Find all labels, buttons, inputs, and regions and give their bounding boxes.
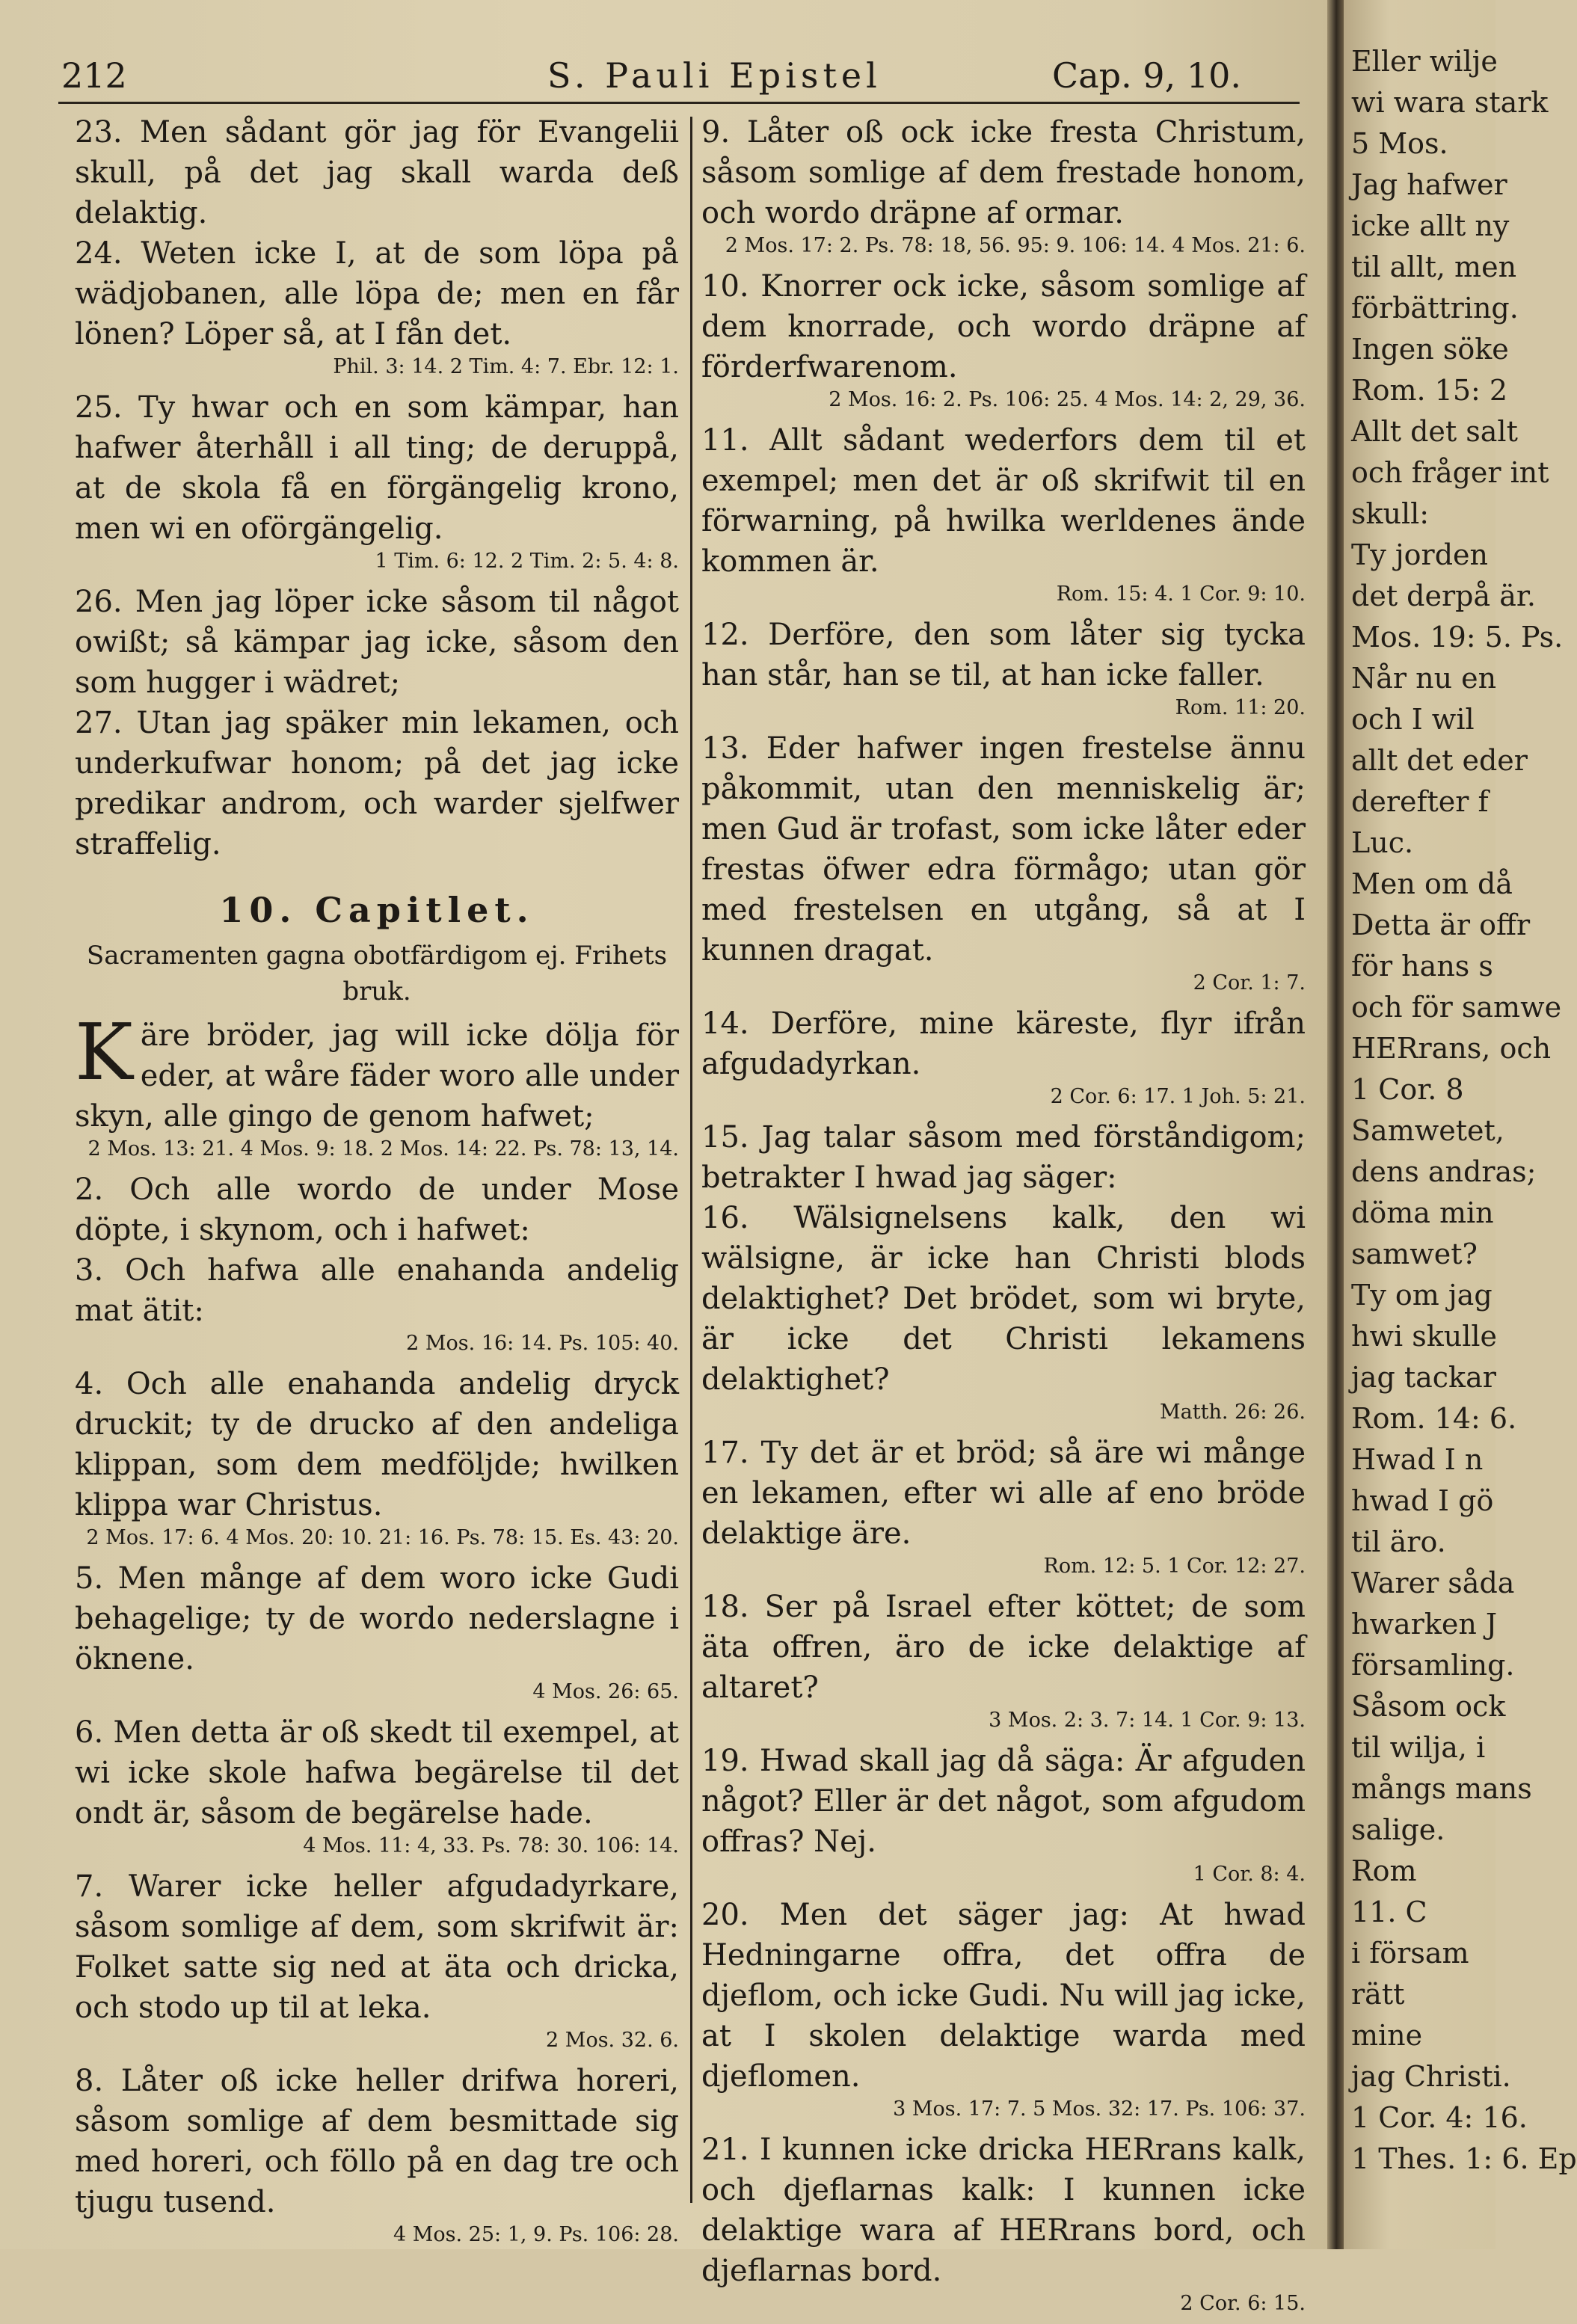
facing-page-line: 5 Mos. — [1351, 127, 1448, 160]
facing-page-line: HERrans, och — [1351, 1032, 1552, 1065]
verse-paragraph: 11. Allt sådant wederfors dem til et exempel; men det är oß skrifwit til en förwarning, på hwilka werldenes ände kommen är. — [701, 423, 1306, 579]
cross-reference: 3 Mos. 2: 3. 7: 14. 1 Cor. 9: 13. — [989, 1709, 1306, 1732]
facing-page-line: 1 Cor. 8 — [1351, 1073, 1464, 1106]
page-title: S. Pauli Epistel — [547, 55, 882, 96]
facing-page-line: Warer såda — [1351, 1567, 1515, 1599]
cross-reference: 2 Cor. 1: 7. — [1193, 971, 1306, 995]
cross-reference: 4 Mos. 11: 4, 33. Ps. 78: 30. 106: 14. — [303, 1834, 679, 1857]
facing-page-line: Ingen söke — [1351, 333, 1509, 366]
facing-page-line: Ty om jag — [1351, 1279, 1493, 1312]
facing-page-line: derefter f — [1351, 785, 1489, 818]
verse-paragraph: 10. Knorrer ock icke, såsom somlige af dem knorrade, och wordo dräpne af förderfwarenom. — [701, 269, 1306, 384]
facing-page-line: dens andras; — [1351, 1155, 1537, 1188]
facing-page-line: Men om då — [1351, 867, 1513, 900]
facing-page-line: Eller wilje — [1351, 45, 1498, 78]
verse-paragraph: 24. Weten icke I, at de som löpa på wädjobanen, alle löpa de; men en får lönen? Löper så, at I fån det. — [75, 236, 679, 351]
cross-reference: 2 Mos. 17: 6. 4 Mos. 20: 10. 21: 16. Ps. 78: 15. Es. 43: 20. — [86, 1526, 679, 1549]
verse-paragraph: 14. Derföre, mine käreste, flyr ifrån afgudadyrkan. — [701, 1006, 1306, 1081]
cross-reference: Phil. 3: 14. 2 Tim. 4: 7. Ebr. 12: 1. — [333, 355, 679, 378]
verse-paragraph: 8. Låter oß icke heller drifwa horeri, såsom somlige af dem besmittade sig med horeri, och föllo på en dag tre och tjugu tusend. — [75, 2064, 679, 2219]
verse-paragraph: 15. Jag talar såsom med förståndigom; betrakter I hwad jag säger: — [701, 1120, 1306, 1195]
cross-reference: 1 Tim. 6: 12. 2 Tim. 2: 5. 4: 8. — [375, 550, 679, 573]
page-header — [61, 49, 1299, 102]
cross-reference: 4 Mos. 25: 1, 9. Ps. 106: 28. — [393, 2223, 679, 2246]
facing-page-line: jag Christi. — [1351, 2060, 1511, 2093]
chapter-summary: Sacramenten gagna obotfärdigom ej. Frihets bruk. — [86, 941, 668, 1006]
facing-page-line: Samwetet, — [1351, 1114, 1504, 1147]
verse-paragraph: 2. Och alle wordo de under Mose döpte, i skynom, och i hafwet: — [75, 1172, 679, 1247]
facing-page-line: och för samwe — [1351, 991, 1562, 1024]
cross-reference: 2 Mos. 32. 6. — [546, 2029, 679, 2052]
facing-page-fragment — [1344, 0, 1577, 2249]
verse-paragraph: 5. Men månge af dem woro icke Gudi behagelige; ty de wordo nederslagne i öknene. — [75, 1561, 679, 1676]
cross-reference: 2 Cor. 6: 17. 1 Joh. 5: 21. — [1050, 1085, 1306, 1108]
cross-reference: 2 Cor. 6: 15. — [1180, 2292, 1306, 2315]
facing-page-line: Jag hafwer — [1351, 168, 1507, 201]
facing-page-line: 11. C — [1351, 1896, 1427, 1928]
facing-page-line: Ty jorden — [1351, 538, 1489, 571]
cross-reference: 3 Mos. 17: 7. 5 Mos. 32: 17. Ps. 106: 37. — [893, 2097, 1306, 2121]
cross-reference: Rom. 11: 20. — [1175, 696, 1306, 719]
verse-paragraph: 4. Och alle enahanda andelig dryck druckit; ty de drucko af den andeliga klippan, som dem medföljde; hwilken klippa war Christus. — [75, 1367, 679, 1522]
facing-page-line: hwarken J — [1351, 1608, 1498, 1641]
right-column — [701, 112, 1306, 2324]
facing-page-line: Rom. 15: 2 — [1351, 374, 1508, 407]
verse-text: äre bröder, jag will icke dölja för eder, at wåre fäder woro alle under skyn, alle gingo de genom hafwet; — [75, 1018, 679, 1134]
facing-page-line: 1 Thes. 1: 6. Ep — [1351, 2142, 1577, 2175]
facing-page-line: til allt, men — [1351, 250, 1517, 283]
facing-page-line: Såsom ock — [1351, 1690, 1506, 1723]
facing-page-line: hwad I gö — [1351, 1484, 1494, 1517]
verse-paragraph: 9. Låter oß ock icke fresta Christum, såsom somlige af dem frestade honom, och wordo dräpne af ormar. — [701, 115, 1306, 230]
facing-page-line: skull: — [1351, 497, 1430, 530]
verse-paragraph: 18. Ser på Israel efter köttet; de som äta offren, äro de icke delaktige af altaret? — [701, 1590, 1306, 1705]
column-divider — [690, 117, 692, 2203]
cross-reference: 2 Mos. 17: 2. Ps. 78: 18, 56. 95: 9. 106: 14. 4 Mos. 21: 6. — [725, 234, 1306, 257]
facing-page-line: döma min — [1351, 1196, 1494, 1229]
cross-reference: 2 Mos. 16: 2. Ps. 106: 25. 4 Mos. 14: 2, 29, 36. — [829, 388, 1306, 411]
verse-paragraph: 6. Men detta är oß skedt til exempel, at wi icke skole hafwa begärelse til det ondt är, såsom de begärelse hade. — [75, 1715, 679, 1830]
verse-paragraph: 25. Ty hwar och en som kämpar, han hafwer återhåll i all ting; de deruppå, at de skola få en förgängelig krono, men wi en oförgängelig. — [75, 390, 679, 546]
verse-paragraph: 19. Hwad skall jag då säga: Är afguden något? Eller är det något, som afgudom offras? Nej. — [701, 1744, 1306, 1859]
facing-page-line: och I wil — [1351, 703, 1475, 736]
facing-page-line: rätt — [1351, 1978, 1405, 2011]
facing-page-line: hwi skulle — [1351, 1320, 1498, 1353]
verse-paragraph: 20. Men det säger jag: At hwad Hedningarne offra, det offra de djeflom, och icke Gudi. Nu will jag icke, at I skolen delaktige warda med djeflomen. — [701, 1898, 1306, 2094]
facing-page-line: Rom — [1351, 1854, 1417, 1887]
verse-paragraph: 27. Utan jag späker min lekamen, och underkufwar honom; på det jag icke predikar androm, och warder sjelfwer straffelig. — [75, 706, 679, 861]
facing-page-line: mångs mans — [1351, 1772, 1532, 1805]
page-number: 212 — [61, 55, 127, 96]
cross-reference: Matth. 26: 26. — [1160, 1401, 1306, 1424]
facing-page-line: wi wara stark — [1351, 86, 1549, 119]
facing-page-line: allt det eder — [1351, 744, 1528, 777]
facing-page-line: församling. — [1351, 1649, 1515, 1682]
facing-page-line: det derpå är. — [1351, 580, 1536, 612]
left-column — [75, 112, 679, 2255]
header-rule — [58, 102, 1300, 104]
cross-reference: 1 Cor. 8: 4. — [1193, 1863, 1306, 1886]
cross-reference: 4 Mos. 26: 65. — [532, 1680, 679, 1703]
facing-page-line: Allt det salt — [1351, 415, 1518, 448]
facing-page-line: samwet? — [1351, 1238, 1478, 1270]
verse-paragraph: 23. Men sådant gör jag för Evangelii skull, på det jag skall warda deß delaktig. — [75, 115, 679, 230]
facing-page-line: jag tackar — [1351, 1361, 1496, 1394]
facing-page-line: til wilja, i — [1351, 1731, 1486, 1764]
verse-paragraph — [75, 1006, 679, 1137]
facing-page-line: i försam — [1351, 1937, 1469, 1970]
cross-reference: Rom. 15: 4. 1 Cor. 9: 10. — [1056, 582, 1306, 606]
chapter-reference: Cap. 9, 10. — [1052, 55, 1241, 96]
facing-page-line: och fråger int — [1351, 456, 1549, 489]
facing-page-line: Hwad I n — [1351, 1443, 1484, 1476]
drop-capital: K — [75, 1006, 133, 1098]
verse-paragraph: 16. Wälsignelsens kalk, den wi wälsigne, är icke han Christi blods delaktighet? Det brödet, som wi bryte, är icke det Christi lekamens delaktighet? — [701, 1201, 1306, 1397]
facing-page-line: til äro. — [1351, 1525, 1446, 1558]
facing-page-line: Når nu en — [1351, 662, 1497, 695]
facing-page-line: förbättring. — [1351, 292, 1519, 325]
facing-page-line: Luc. — [1351, 826, 1414, 859]
facing-page-line: salige. — [1351, 1813, 1445, 1846]
verse-paragraph: 13. Eder hafwer ingen frestelse ännu påkommit, utan den menniskelig är; men Gud är trofast, som icke låter eder frestas öfwer edra förmågo; utan gör med frestelsen en utgång, så at I kunnen dragat. — [701, 731, 1306, 968]
facing-page-line: mine — [1351, 2019, 1423, 2052]
facing-page-line: för hans s — [1351, 950, 1493, 983]
chapter-heading: 10. Capitlet. — [219, 890, 535, 930]
verse-paragraph: 17. Ty det är et bröd; så äre wi månge en lekamen, efter wi alle af eno bröde delaktige äre. — [701, 1436, 1306, 1551]
verse-paragraph: 26. Men jag löper icke såsom til något owißt; så kämpar jag icke, såsom den som hugger i wädret; — [75, 585, 679, 700]
facing-page-line: Detta är offr — [1351, 909, 1531, 941]
cross-reference: 2 Mos. 13: 21. 4 Mos. 9: 18. 2 Mos. 14: 22. Ps. 78: 13, 14. — [87, 1137, 679, 1161]
facing-page-line: Mos. 19: 5. Ps. — [1351, 621, 1564, 654]
verse-paragraph: 12. Derföre, den som låter sig tycka han står, han se til, at han icke faller. — [701, 618, 1306, 692]
verse-paragraph: 7. Warer icke heller afgudadyrkare, såsom somlige af dem, som skrifwit är: Folket satte sig ned at äta och dricka, och stodo up til at leka. — [75, 1869, 679, 2025]
verse-paragraph: 21. I kunnen icke dricka HERrans kalk, och djeflarnas kalk: I kunnen icke delaktige wara af HERrans bord, och djeflarnas bord. — [701, 2133, 1306, 2288]
facing-page-line: 1 Cor. 4: 16. — [1351, 2101, 1528, 2134]
verse-paragraph: 3. Och hafwa alle enahanda andelig mat ätit: — [75, 1253, 679, 1328]
facing-page-line: icke allt ny — [1351, 209, 1510, 242]
cross-reference: Rom. 12: 5. 1 Cor. 12: 27. — [1043, 1555, 1306, 1578]
cross-reference: 2 Mos. 16: 14. Ps. 105: 40. — [406, 1332, 679, 1355]
facing-page-line: Rom. 14: 6. — [1351, 1402, 1517, 1435]
book-spine — [1327, 0, 1344, 2249]
